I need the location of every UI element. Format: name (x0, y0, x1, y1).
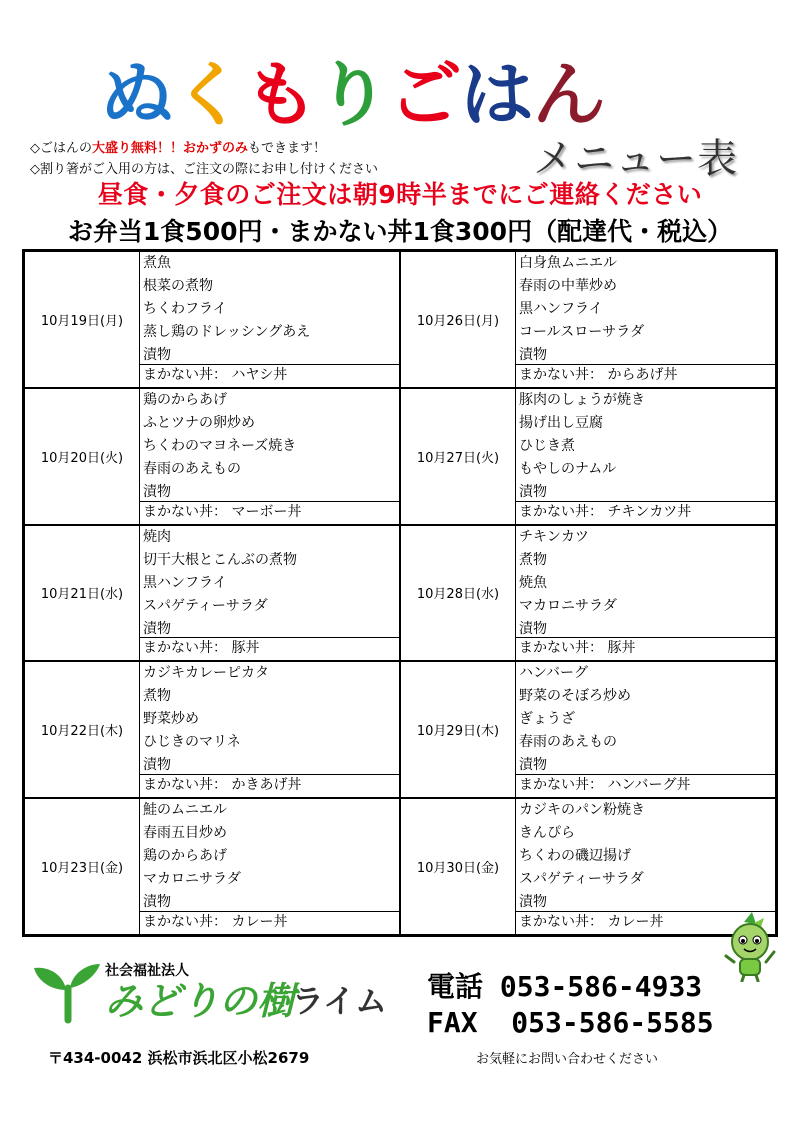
menu-item: 漬物 (519, 757, 547, 774)
menu-date: 10月28日(水) (401, 526, 516, 661)
org-branch: ライム (292, 982, 388, 1020)
menu-items (516, 662, 775, 797)
menu-item: 鶏のからあげ (143, 848, 227, 865)
menu-date: 10月22日(木) (25, 662, 140, 797)
menu-table (22, 249, 778, 937)
menu-day (400, 388, 776, 525)
menu-day (24, 525, 400, 662)
menu-item: 漬物 (519, 620, 547, 637)
menu-items (140, 526, 399, 661)
makanai-bowl: まかない丼： チキンカツ丼 (516, 501, 775, 524)
menu-item: コールスローサラダ (519, 324, 645, 340)
contact-note: お気軽にお問い合わせください (476, 1052, 659, 1067)
menu-date: 10月27日(火) (401, 389, 516, 524)
menu-item: 蒸し鶏のドレッシングあえ (143, 324, 311, 340)
menu-date: 10月29日(木) (401, 662, 516, 797)
menu-item: 豚肉のしょうが焼き (519, 391, 645, 408)
makanai-bowl: まかない丼： かきあげ丼 (140, 774, 399, 797)
address: 〒434-0042 浜松市浜北区小松2679 (48, 1049, 310, 1067)
menu-items (516, 252, 775, 387)
menu-item: 漬物 (143, 894, 171, 911)
menu-item: カジキカレーピカタ (143, 665, 269, 682)
makanai-bowl: まかない丼： からあげ丼 (516, 364, 775, 387)
menu-items (140, 799, 399, 934)
menu-item: スパゲティーサラダ (143, 597, 268, 614)
menu-item: ちくわの磯辺揚げ (519, 848, 631, 865)
menu-items (140, 389, 399, 524)
menu-item: チキンカツ (519, 528, 589, 545)
menu-item: ひじきのマリネ (143, 734, 241, 751)
menu-item: 焼肉 (143, 528, 171, 545)
title-char: り (316, 54, 388, 136)
menu-item: 漬物 (143, 483, 171, 500)
menu-items (140, 252, 399, 387)
makanai-bowl: まかない丼： マーボー丼 (140, 501, 399, 524)
menu-item: マカロニサラダ (519, 597, 617, 614)
menu-item: 漬物 (519, 483, 547, 500)
makanai-bowl: まかない丼： カレー丼 (140, 911, 399, 934)
title-char: も (244, 54, 316, 136)
phone-number: 053-586-4933 (499, 970, 703, 1003)
menu-item: 春雨の中華炒め (519, 278, 617, 294)
menu-day (24, 798, 400, 935)
menu-day (400, 525, 776, 662)
menu-item: マカロニサラダ (143, 871, 241, 888)
menu-item: 煮物 (519, 551, 547, 568)
menu-date: 10月30日(金) (401, 799, 516, 934)
phone-line: 電話 053-586-4933 (427, 970, 703, 1003)
menu-item: 揚げ出し豆腐 (519, 414, 603, 431)
menu-date: 10月19日(月) (25, 252, 140, 387)
org-type-label: 社会福祉法人 (105, 963, 189, 979)
mascot-icon (722, 912, 778, 982)
menu-item: 鮭のムニエル (143, 802, 227, 819)
menu-item: ひじき煮 (519, 437, 575, 454)
menu-date: 10月21日(水) (25, 526, 140, 661)
menu-item: きんぴら (519, 825, 575, 842)
makanai-bowl: まかない丼： ハヤシ丼 (140, 364, 399, 387)
page-subtitle: メニュー表 (533, 136, 738, 182)
menu-item: もやしのナムル (519, 460, 617, 477)
fax-line: FAX 053-586-5585 (427, 1006, 714, 1039)
makanai-bowl: まかない丼： ハンバーグ丼 (516, 774, 775, 797)
menu-day (400, 798, 776, 935)
makanai-bowl: まかない丼： 豚丼 (516, 637, 775, 660)
menu-day (24, 661, 400, 798)
menu-item: 黒ハンフライ (143, 574, 227, 591)
menu-item: 切干大根とこんぶの煮物 (143, 551, 297, 568)
menu-item: 野菜炒め (143, 711, 199, 728)
menu-items (516, 389, 775, 524)
menu-item: ちくわフライ (143, 301, 227, 317)
menu-item: 春雨五目炒め (143, 825, 227, 842)
menu-date: 10月20日(火) (25, 389, 140, 524)
menu-item: 漬物 (143, 620, 171, 637)
menu-item: 焼魚 (519, 574, 547, 591)
menu-date: 10月26日(月) (401, 252, 516, 387)
note-large-serving: ◇ごはんの大盛り無料！！おかずのみもできます！ (30, 141, 327, 156)
title-char: は (460, 54, 532, 136)
makanai-bowl: まかない丼： 豚丼 (140, 637, 399, 660)
menu-item: 白身魚ムニエル (519, 255, 617, 271)
org-name: みどりの樹 (105, 979, 296, 1023)
logo-title (100, 55, 740, 135)
menu-day (400, 251, 776, 388)
menu-item: 根菜の煮物 (143, 278, 213, 294)
menu-day (400, 661, 776, 798)
title-char: ご (388, 54, 460, 136)
menu-item: 春雨のあえもの (143, 460, 241, 477)
menu-item: 春雨のあえもの (519, 734, 617, 751)
menu-item: ふとツナの卵炒め (143, 414, 255, 431)
menu-item: カジキのパン粉焼き (519, 802, 645, 819)
title-char: く (172, 54, 244, 136)
menu-item: ハンバーグ (519, 665, 589, 682)
note-chopsticks: ◇割り箸がご入用の方は、ご注文の際にお申し付けください (30, 162, 378, 177)
fax-number: 053-586-5585 (511, 1006, 714, 1039)
sprout-icon (34, 964, 100, 1020)
menu-item: 煮物 (143, 688, 171, 705)
menu-items (140, 662, 399, 797)
menu-item: 漬物 (519, 347, 547, 363)
title-char: ぬ (100, 54, 172, 136)
menu-item: 煮魚 (143, 255, 171, 271)
price-line: お弁当1食500円・まかない丼1食300円（配達代・税込） (67, 217, 733, 246)
menu-date: 10月23日(金) (25, 799, 140, 934)
menu-item: 漬物 (143, 347, 171, 363)
title-char: ん (532, 54, 604, 136)
order-deadline: 昼食・夕食のご注文は朝9時半までにご連絡ください (97, 180, 703, 209)
menu-item: 鶏のからあげ (143, 391, 227, 408)
menu-item: 野菜のそぼろ炒め (519, 688, 631, 705)
menu-items (516, 526, 775, 661)
menu-item: 漬物 (143, 757, 171, 774)
organization-logo (30, 958, 410, 1028)
menu-day (24, 388, 400, 525)
menu-day (24, 251, 400, 388)
makanai-bowl: まかない丼： カレー丼 (516, 911, 775, 934)
menu-item: ちくわのマヨネーズ焼き (143, 437, 297, 454)
menu-item: ぎょうざ (519, 711, 575, 728)
menu-item: 黒ハンフライ (519, 301, 603, 317)
menu-item: スパゲティーサラダ (519, 871, 644, 888)
menu-item: 漬物 (519, 894, 547, 911)
